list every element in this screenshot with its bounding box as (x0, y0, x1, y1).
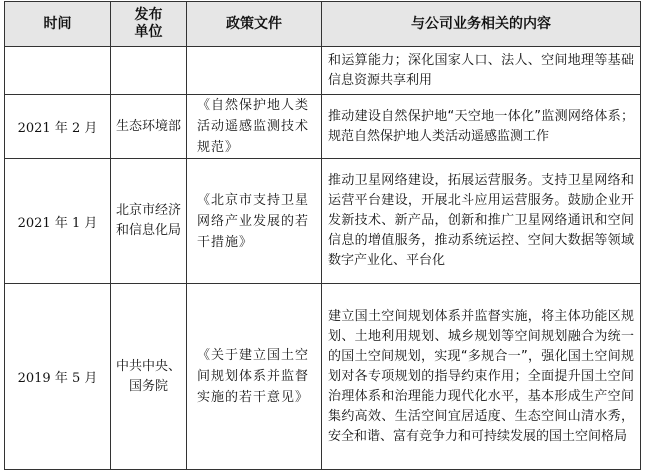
header-content: 与公司业务相关的内容 (322, 2, 641, 47)
row-unit: 北京市经济和信息化局 (111, 159, 187, 284)
row-doc: 《自然保护地人类活动遥感监测技术规范》 (187, 95, 322, 159)
row-content: 推动卫星网络建设，拓展运营服务。支持卫星网络和运营平台建设，开展北斗应用运营服务。鼓励企业开发新技术、新产品，创新和推广卫星网络通讯和空间信息的增值服务，推动系统运控、空间大数据等领域数字产业化、平台化 (322, 159, 641, 284)
row-doc (187, 47, 322, 95)
row-time: 2021 年 1 月 (5, 159, 111, 284)
table-row (5, 284, 641, 470)
row-doc: 《北京市支持卫星网络产业发展的若干措施》 (187, 159, 322, 284)
header-unit: 发布 单位 (111, 2, 187, 47)
row-time: 2019 年 5 月 (5, 284, 111, 470)
row-time (5, 47, 111, 95)
row-unit (111, 47, 187, 95)
row-unit: 生态环境部 (111, 95, 187, 159)
header-time: 时间 (5, 2, 111, 47)
row-unit: 中共中央、国务院 (111, 284, 187, 470)
table-row (5, 95, 641, 159)
row-content: 推动建设自然保护地“天空地一体化”监测网络体系；规范自然保护地人类活动遥感监测工作 (322, 95, 641, 159)
table-header-row (5, 2, 641, 47)
row-content: 建立国土空间规划体系并监督实施，将主体功能区规划、土地利用规划、城乡规划等空间规划融合为统一的国土空间规划，实现“多规合一”，强化国土空间规划对各专项规划的指导约束作用；全面提升国土空间治理体系和治理能力现代化水平，基本形成生产空间集约高效、生活空间宜居适度、生态空间山清水秀，安全和谐、富有竞争力和可持续发展的国土空间格局 (322, 284, 641, 470)
header-doc: 政策文件 (187, 2, 322, 47)
row-doc: 《关于建立国土空间规划体系并监督实施的若干意见》 (187, 284, 322, 470)
policy-table (4, 1, 641, 470)
table-row (5, 159, 641, 284)
table-row (5, 47, 641, 95)
row-time: 2021 年 2 月 (5, 95, 111, 159)
row-content: 和运算能力；深化国家人口、法人、空间地理等基础信息资源共享利用 (322, 47, 641, 95)
